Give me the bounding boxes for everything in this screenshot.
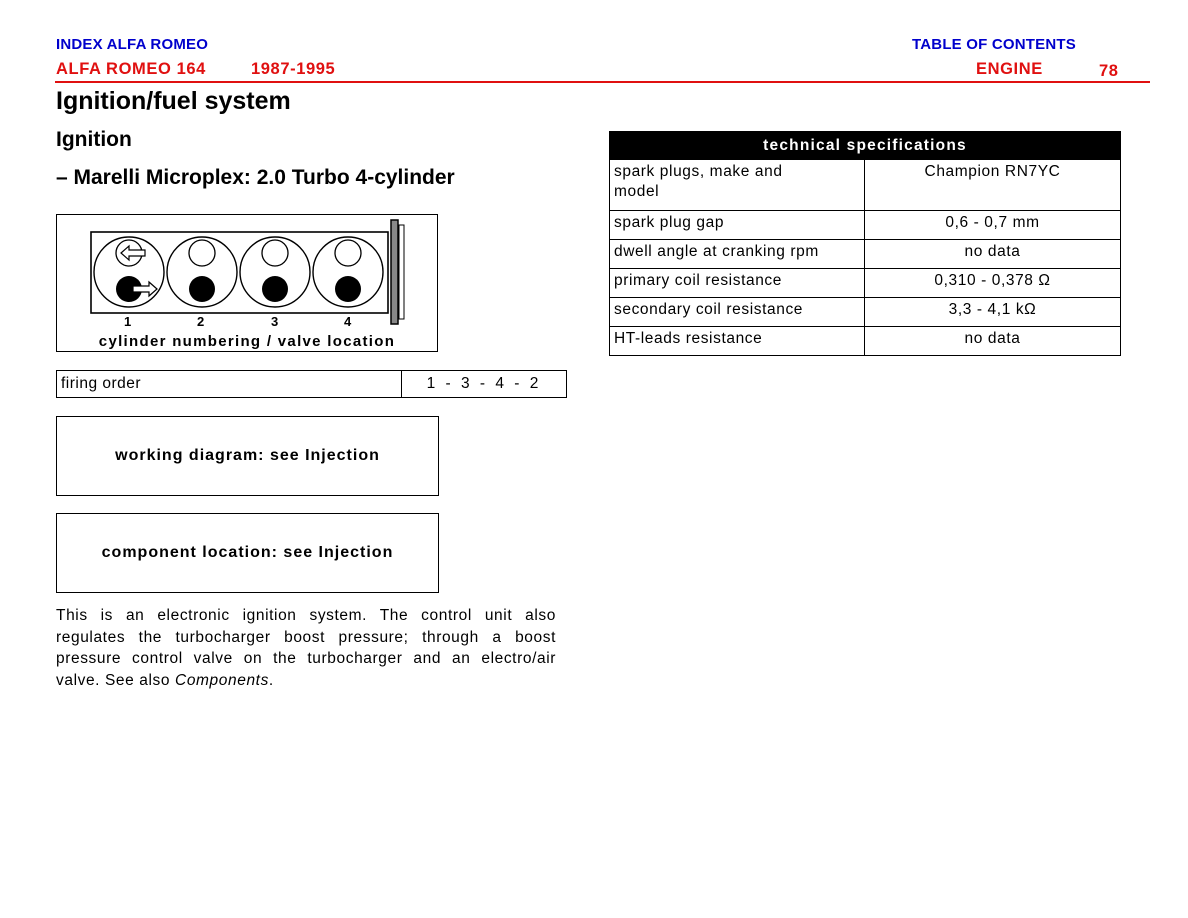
flywheel-edge: [391, 220, 398, 324]
description-period: .: [268, 671, 274, 689]
cylinder-number-2: 2: [197, 314, 205, 329]
index-link[interactable]: INDEX ALFA ROMEO: [56, 36, 209, 53]
model-name: ALFA ROMEO 164: [56, 60, 206, 78]
engine-block-drawing: [57, 215, 437, 327]
firing-order-label: firing order: [57, 371, 402, 397]
spec-value: 3,3 - 4,1 kΩ: [865, 298, 1121, 327]
working-diagram-text: working diagram: see Injection: [115, 447, 380, 464]
spec-value: 0,310 - 0,378 Ω: [865, 269, 1121, 298]
table-of-contents-link[interactable]: TABLE OF CONTENTS: [912, 36, 1076, 53]
table-row: [610, 298, 1121, 327]
spec-label: dwell angle at cranking rpm: [610, 240, 865, 269]
spec-label-line: model: [614, 183, 660, 200]
description-line: regulates the turbocharger boost pressure; through a boost: [56, 628, 556, 646]
spec-label-line: spark plugs, make and: [614, 163, 783, 180]
flywheel-plate: [399, 225, 404, 319]
cylinder-number-3: 3: [271, 314, 279, 329]
spec-label: [610, 160, 865, 211]
spec-label: primary coil resistance: [610, 269, 865, 298]
cylinder-diagram-caption: cylinder numbering / valve location: [98, 333, 396, 350]
spec-value: Champion RN7YC: [865, 160, 1121, 211]
description-paragraph: [56, 605, 556, 691]
model-years: 1987-1995: [251, 60, 336, 78]
cylinder-number-1: 1: [124, 314, 132, 329]
cylinder-number-4: 4: [344, 314, 352, 329]
cylinder-2: [167, 237, 237, 307]
page-title: Ignition/fuel system: [56, 87, 291, 115]
section-name: ENGINE: [976, 60, 1043, 78]
technical-specifications-table: [609, 131, 1121, 356]
component-location-text: component location: see Injection: [101, 544, 394, 561]
table-row: [610, 240, 1121, 269]
table-row: [610, 211, 1121, 240]
firing-order-table: [56, 370, 567, 398]
table-row: [610, 160, 1121, 211]
spec-value: 0,6 - 0,7 mm: [865, 211, 1121, 240]
description-text: valve. See also: [56, 671, 176, 689]
description-line: pressure control valve on the turbocharger and an electro/air: [56, 650, 556, 668]
cylinder-diagram: [56, 214, 438, 352]
cylinder-3: [240, 237, 310, 307]
spec-label: secondary coil resistance: [610, 298, 865, 327]
table-row: [610, 269, 1121, 298]
system-heading: – Marelli Microplex: 2.0 Turbo 4-cylinder: [56, 166, 455, 189]
cylinder-1: [94, 237, 164, 307]
description-line: [56, 670, 556, 692]
spec-value: no data: [865, 327, 1121, 356]
section-subtitle: Ignition: [56, 128, 132, 151]
page-number: 78: [1099, 62, 1119, 80]
firing-order-value: 1 - 3 - 4 - 2: [426, 375, 542, 392]
component-location-box[interactable]: [56, 513, 439, 593]
spec-value: no data: [865, 240, 1121, 269]
working-diagram-box[interactable]: [56, 416, 439, 496]
spec-label: HT-leads resistance: [610, 327, 865, 356]
spec-label: spark plug gap: [610, 211, 865, 240]
table-row: [610, 327, 1121, 356]
description-line: This is an electronic ignition system. The control unit also: [56, 607, 556, 624]
specs-heading: technical specifications: [610, 132, 1121, 160]
header-rule: [55, 81, 1150, 83]
components-link[interactable]: Components: [175, 671, 269, 689]
cylinder-4: [313, 237, 383, 307]
